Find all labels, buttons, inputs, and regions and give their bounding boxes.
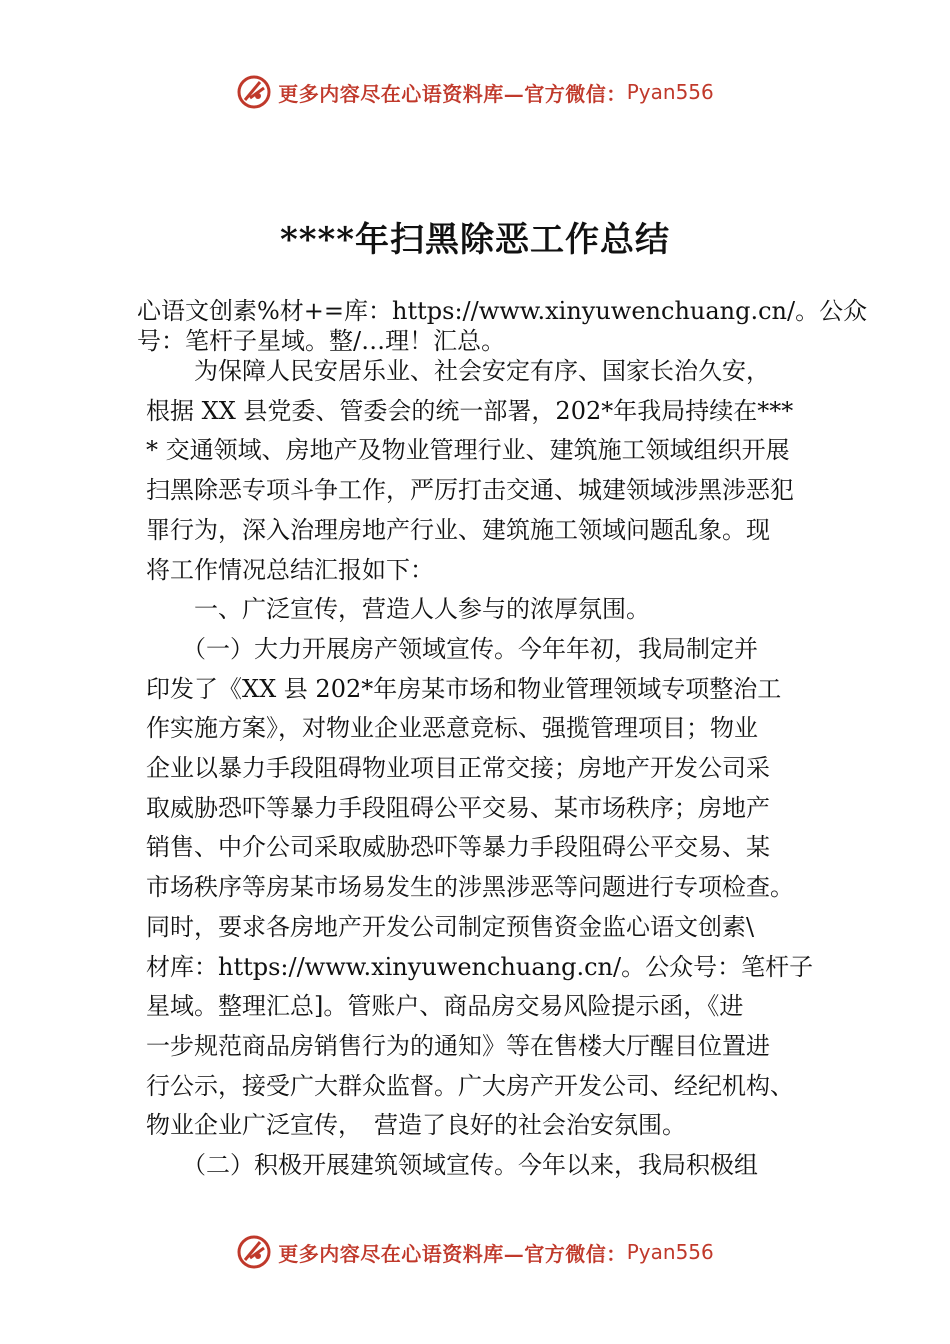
- red-seal-logo-icon: [236, 74, 272, 110]
- body-line: 一步规范商品房销售行为的通知》等在售楼大厅醒目位置进: [146, 1031, 770, 1060]
- red-seal-logo-icon: [236, 1234, 272, 1270]
- body-line: 根据 XX 县党委、管委会的统一部署，202*年我局持续在***: [146, 396, 794, 425]
- document-title: ****年扫黑除恶工作总结: [279, 220, 671, 260]
- body-line: 企业以暴力手段阻碍物业项目正常交接；房地产开发公司采: [146, 754, 770, 782]
- body-line: * 交通领域、房地产及物业管理行业、建筑施工领域组织开展: [146, 436, 790, 465]
- body-line: 作实施方案》，对物业企业恶意竞标、强揽管理项目；物业: [146, 714, 758, 743]
- banner-wechat-id: Pyan556: [626, 80, 714, 104]
- body-line: 为保障人民安居乐业、社会安定有序、国家长治久安，: [146, 357, 770, 385]
- body-line: （二）积极开展建筑领域宣传。今年以来，我局积极组: [146, 1151, 758, 1179]
- body-line: （一）大力开展房产领域宣传。今年年初，我局制定并: [146, 634, 758, 663]
- body-line: 销售、中介公司采取威胁恐吓等暴力手段阻碍公平交易、某: [146, 833, 770, 862]
- body-line: 材库：https://www.xinyuwenchuang.cn/。公众号：笔杆子: [146, 952, 814, 981]
- body-line: 取威胁恐吓等暴力手段阻碍公平交易、某市场秩序；房地产: [146, 793, 770, 822]
- body-line: 罪行为，深入治理房地产行业、建筑施工领域问题乱象。现: [146, 515, 770, 544]
- header-banner: [0, 72, 950, 112]
- body-line: 同时，要求各房地产开发公司制定预售资金监心语文创素\: [146, 912, 755, 941]
- intro-line: 号：笔杆子星域。整/…理！汇总。: [137, 327, 506, 355]
- banner-site-text: 更多内容尽在心语资料库—官方微信：: [278, 1241, 627, 1266]
- body-line: 扫黑除恶专项斗争工作，严厉打击交通、城建领域涉黑涉恶犯: [146, 476, 794, 505]
- body-line: 市场秩序等房某市场易发生的涉黑涉恶等问题进行专项检查。: [146, 873, 794, 902]
- body-line: 行公示，接受广大群众监督。广大房产开发公司、经纪机构、: [146, 1071, 794, 1100]
- body-line: 印发了《XX 县 202*年房某市场和物业管理领域专项整治工: [146, 674, 782, 703]
- footer-banner: [0, 1232, 950, 1272]
- body-line: 星域。整理汇总]。管账户、商品房交易风险提示函，《进: [146, 992, 744, 1021]
- body-line: 一、广泛宣传，营造人人参与的浓厚氛围。: [146, 595, 650, 624]
- body-line: 将工作情况总结汇报如下：: [146, 555, 434, 584]
- banner-wechat-id: Pyan556: [626, 1240, 714, 1264]
- banner-site-text: 更多内容尽在心语资料库—官方微信：: [278, 81, 627, 106]
- body-line: 物业企业广泛宣传， 营造了良好的社会治安氛围。: [146, 1111, 686, 1140]
- intro-line: 心语文创素%材+=库：https://www.xinyuwenchuang.cn/。公众: [137, 297, 868, 325]
